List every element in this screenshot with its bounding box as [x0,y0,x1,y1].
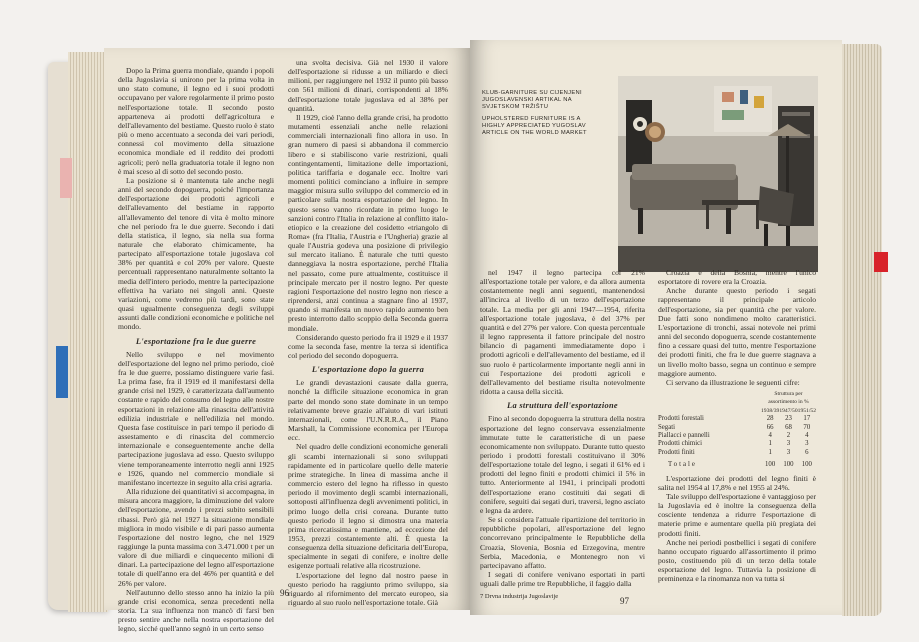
row-value: 23 [785,415,792,423]
paragraph: Anche durante questo periodo i segati rappresentano il principale articolo dell'esportazione, sia per quantità che per valore. Due fatti sono nondimeno molto caratteristici. L'esportazione di tronchi, assai notevole nei primi anni del secondo dopoguerra, scende costantemente fino a cessare quasi del tutto, mentre l'esportazione dei prodotti finiti, che fra le due guerre stagnava a un livello molto basso, segna un continuo e sempre maggiore aumento. [658,286,816,378]
paragraph: Fino al secondo dopoguerra la struttura della nostra esportazione del legno conservava essenzialmente immutate tutte le caratteristiche di un paese economicamente non sviluppato. Durante tutto questo periodo i prodotti forestali costituivano il 30% dell'esportazione totale del legno, i segati il 61% ed i prodotti del legno finiti e prodotti chimici il 5% in tutto. Anteriormente al 1941, i principali prodotti dell'esportazione erano costituiti dai segati di conifere, seguiti dai segati duri, traversi, legno asciato e legna da ardere. [480,414,645,515]
paragraph: una svolta decisiva. Già nel 1930 il valore dell'esportazione si ridusse a un miliardo e dieci milioni, per raggiungere nel 1932 il punto più basso con 561 milioni di dinari, corrispondenti al 18% dell'esportazione totale jugoslava ed al 38% per quantità. [288,58,448,113]
right-page [470,40,842,615]
table-row [658,415,816,423]
row-label: Prodotti chimici [658,440,702,448]
open-book [48,40,884,634]
total-value: 100 [765,461,776,469]
row-value: 4 [768,432,772,440]
row-value: 70 [803,423,811,431]
paragraph: Nel quadro delle condizioni economiche generali gli scambi internazionali si sono sviluppati rapidamente ed in particolare quello delle materie prime strategiche. In linea di massima anche il commercio estero del legno ha riflesso in questo periodo il movimento degli scambi internazionali, sottoposti all'influenza degli avvenimenti politici, in primo luogo della crisi coreana. Durante tutto questo periodo il legno si dimostra una materia prima ricercatissima e mantiene, ad eccezione del 1953, prezzi costantemente alti. È questa la conseguenza della situazione deficitaria dell'Europa, specialmente in segati di conifere, e inoltre delle esigenze portuali relative alla ricostruzione. [288,442,448,571]
paragraph: Croazia e della Bosnia, mentre l'unico esportatore di rovere era la Croazia. [658,268,816,287]
row-value: 6 [805,448,809,456]
table-total-row [658,457,816,469]
furniture-showroom-photo [618,76,818,272]
paragraph: L'esportazione dei prodotti del legno finiti è salita nel 1954 al 17,8% e nel 1955 al 24%. [658,473,816,492]
table-header-row [658,390,816,407]
photo-caption [482,90,600,142]
row-value: 3 [786,448,791,456]
row-value: 1 [768,440,772,448]
blue-index-tab [56,346,68,398]
paragraph: L'esportazione del legno dal nostro paese in questo periodo ha raggiunto primo sviluppo, sia riguardo al rifornimento del mercato europeo, sia riguardo al suo ruolo nell'esportazione totale. Già [288,570,448,608]
section-heading: L'esportazione fra le due guerre [135,336,257,346]
table-row [658,440,816,448]
section-heading: La struttura dell'esportazione [507,401,618,411]
row-value: 68 [785,423,792,431]
paragraph: Alla riduzione dei quantitativi si accompagna, in misura ancora maggiore, la diminuzione del valore dell'esportazione, avendo i prezzi subito sensibili ribassi. Però già nel 1927 la situazione mondiale migliora in modo visibile e di pari passo aumenta l'esportazione del nostro legno, che nel 1929 raggiunge la punta massima con 3.471.000 t per un valore di due miliardi e cinquecento milioni di dinari. La partecipazione del legno all'esportazione totale di quell'anno era del 46% per quantità e del 26% per valore. [118,487,274,588]
total-label: Totale [668,461,697,469]
left-page-column-1 [118,66,274,634]
year-header: 1938/39 [760,407,780,414]
table-row [658,449,816,457]
export-structure-table [658,390,816,470]
left-page [104,48,470,634]
row-value: 66 [766,423,774,431]
section-heading: L'esportazione dopo la guerra [311,365,425,375]
left-page-column-2 [288,58,448,608]
row-value: 3 [805,440,809,448]
paragraph: La posizione si è mantenuta tale anche negli anni del secondo dopoguerra, poiché l'importanza dell'esportazione dei prodotti agricoli e dell'allevamento del bestiame in rapporto all'allevamento del tenore di vita è molto minore che nel periodo fra le due guerre. Secondo i dati della statistica, il legno, sia nella sua forma naturale che elaborato chimicamente, ha partecipato all'esportazione totale jugoslava col 38% per quantità e col 20% per valore. Queste percentuali rappresentano naturalmente soltanto la media dell'intero periodo, mentre la partecipazione effettiva ha variato nei singoli anni. Queste variazioni, come vedremo più tardi, sono state quasi ugualmente conseguenza degli sviluppi assunti dalle condizioni economiche e politiche nel mondo. [118,175,274,332]
row-value: 2 [786,432,791,440]
table-row [658,424,816,432]
paragraph: Nell'autunno dello stesso anno ha inizio la più grande crisi economica, senza precedenti nella storia. La sua influenza non mancò di farsi ben presto sentire anche nella nostra esportazione del legno, sicché quell'anno segnò in un certo senso [118,587,274,634]
total-value: 100 [783,461,794,469]
paragraph: I segati di conifere venivano esportati in parti uguali dalle prime tre Repubbliche, il faggio dalla [480,570,645,589]
row-label: Prodotti finiti [658,448,695,456]
row-value: 3 [786,440,791,448]
row-label: Segati [658,423,675,431]
right-page-column-2 [658,268,816,594]
total-value: 100 [801,461,812,469]
year-header: 1951/52 [797,407,816,414]
page-number-right: 97 [620,596,629,606]
row-value: 28 [766,415,774,423]
table-row [658,432,816,440]
page-number-left: 96 [280,588,289,598]
caption-local: KLUB-GARNITURE SU CIJENJENI JUGOSLAVENSKI ARTIKAL NA SVJETSKOM TRŽIŠTU [482,90,582,110]
left-page-edges [68,52,108,612]
pink-index-tab [60,158,72,198]
paragraph: Ci servano da illustrazione le seguenti cifre: [666,377,800,387]
row-label: Piallacci e pannelli [658,432,710,440]
paragraph: Il 1929, cioè l'anno della grande crisi, ha prodotto mutamenti essenziali anche nelle relazioni commerciali internazionali fino allora in uso. In gran numero di paesi si abbandona il commercio libero e si stabiliscono varie restrizioni, quali contingentamenti, limitazione delle importazioni, politica tariffaria e doganale ecc. Inoltre vari momenti politici cominciano a influire in sempre maggior misura sullo sviluppo del commercio ed in particolare sulla nostra esportazione del legno. In questo senso vanno ricordate in primo luogo le sanzioni contro l'Italia in relazione al conflitto italo-etiopico e la creazione del cosidetto «triangolo di Roma» (fra l'Italia, l'Austria e l'Ungheria) grazie al quale l'Austria godeva una posizione di privilegio sul mercato italiano. È naturale che tutti questo danneggiava la nostra esportazione, perché l'Italia nel passato, come pure attualmente, costituisce il principale mercato per il nostro legno. Per queste ragioni l'esportazione del nostro legno non riesce a riprendersi, anzi continua a stagnare fino al 1937, quando si manifesta un nuovo rapido aumento ben presto interrotto dallo scoppio della Seconda guerra mondiale. [288,112,448,333]
paragraph: Le grandi devastazioni causate dalla guerra, nonché la difficile situazione economica in gran parte del mondo sono state dominate in un tempo relativamente breve grazie all'aiuto di vari istituti internazionali, come l'U.N.R.R.A., il Piano Marshall, la Commissione economica per l'Europa ecc. [288,378,448,443]
paragraph: Considerando questo periodo fra il 1929 e il 1937 come la seconda fase, mentre la terza si identifica col periodo del secondo dopoguerra. [288,332,448,360]
showroom-illustration [618,76,818,272]
paragraph: nel 1947 il legno partecipa col 21% all'esportazione totale per valore, e da allora aumenta costantemente negli anni seguenti, mantenendosi all'incirca al livello di un terzo dell'esportazione totale. La media per gli anni 1947—1954, riferita all'esportazione totale jugoslava, è del 37% per quantità e del 27% per valore. Con questa percentuale il legno rappresenta il fattore principale del nostro bilancio di pagamenti immediatamente dopo i prodotti agricoli e dell'allevamento del bestiame, ed il suo ruolo è particolarmente importante negli anni in cui l'esportazione dei prodotti agricoli e dell'allevamento del bestiame risulta notevolmente ridotta a causa della siccità. [480,268,645,397]
row-value: 4 [805,432,809,440]
year-header: 1947/50 [779,407,798,414]
caption-english: UPHOLSTERED FURNITURE IS A HIGHLY APPRECIATED YUGOSLAV ARTICLE ON THE WORLD MARKET [482,116,587,136]
right-page-column-1 [480,268,645,594]
row-label: Prodotti forestali [658,415,704,423]
paragraph: Nello sviluppo e nel movimento dell'esportazione del legno nel primo periodo, cioè fra le due guerre, possiamo distinguere varie fasi. La prima fase, fra il 1919 ed il manifestarsi della grande crisi nel 1929, è caratterizzata dall'aumento costante e rapido del consumo del legno alle nostre esportazioni in relazione alla rinascita dell'attività edilizia industriale e nell'edilizia nel mondo. Questa fase costituisce in pari tempo il periodo di assestamento e di rinascita del commercio internazionale e conseguentemente anche della partecipazione jugoslava ad esso. Questo sviluppo viene temporaneamente interrotto negli anni 1925 e 1926, quando nel commercio mondiale si manifestano incertezze in seguito alla crisi agraria. [118,349,274,487]
red-index-tab [874,252,888,272]
paragraph: Dopo la Prima guerra mondiale, quando i popoli della Jugoslavia si unirono per la prima volta in uno stato comune, il legno ed i suoi prodotti occupavano per valore regolarmente il primo posto nell'esportazione totale. Il secondo posto apparteneva ai prodotti dell'agricoltura e dell'allevamento del bestiame. Questo ruolo è stato più o meno accentuato a seconda dei vari periodi, connessi col movimento della situazione economica mondiale ed il reddito dei prodotti agricoli; però nella graduatoria totale il legno non è mai sceso al di sotto del secondo posto. [118,66,274,176]
row-value: 17 [803,415,811,423]
page-footer: 7 Drvna industrija Jugoslavije [480,593,559,600]
table-years-row [658,407,816,415]
paragraph: Anche nei periodi postbellici i segati di conifere hanno occupato riguardo all'assortimento il primo posto, costituendo più di un terzo della totale esportazione del legno. Tuttavia la posizione di preminenza e la rinomanza non va tutta si [658,537,816,584]
row-value: 1 [768,448,772,456]
paragraph: Tale sviluppo dell'esportazione è vantaggioso per la Jugoslavia ed è inoltre la conseguenza della cosciente tendenza a ridurre l'esportazione di materie prime e aumentare quella più pregiata dei prodotti finiti. [658,492,816,538]
paragraph: Se si considera l'attuale ripartizione del territorio in repubbliche popolari, all'esportazione del legno concorrevano principalmente le Repubbliche della Croazia, Slovenia, Bosnia ed Erzegovina, mentre Serbia, Macedonia, e Montenegro non vi partecipavano affatto. [480,515,645,570]
table-caption: Struttura per assortimento in % [768,391,809,406]
right-page-edges [842,44,882,616]
